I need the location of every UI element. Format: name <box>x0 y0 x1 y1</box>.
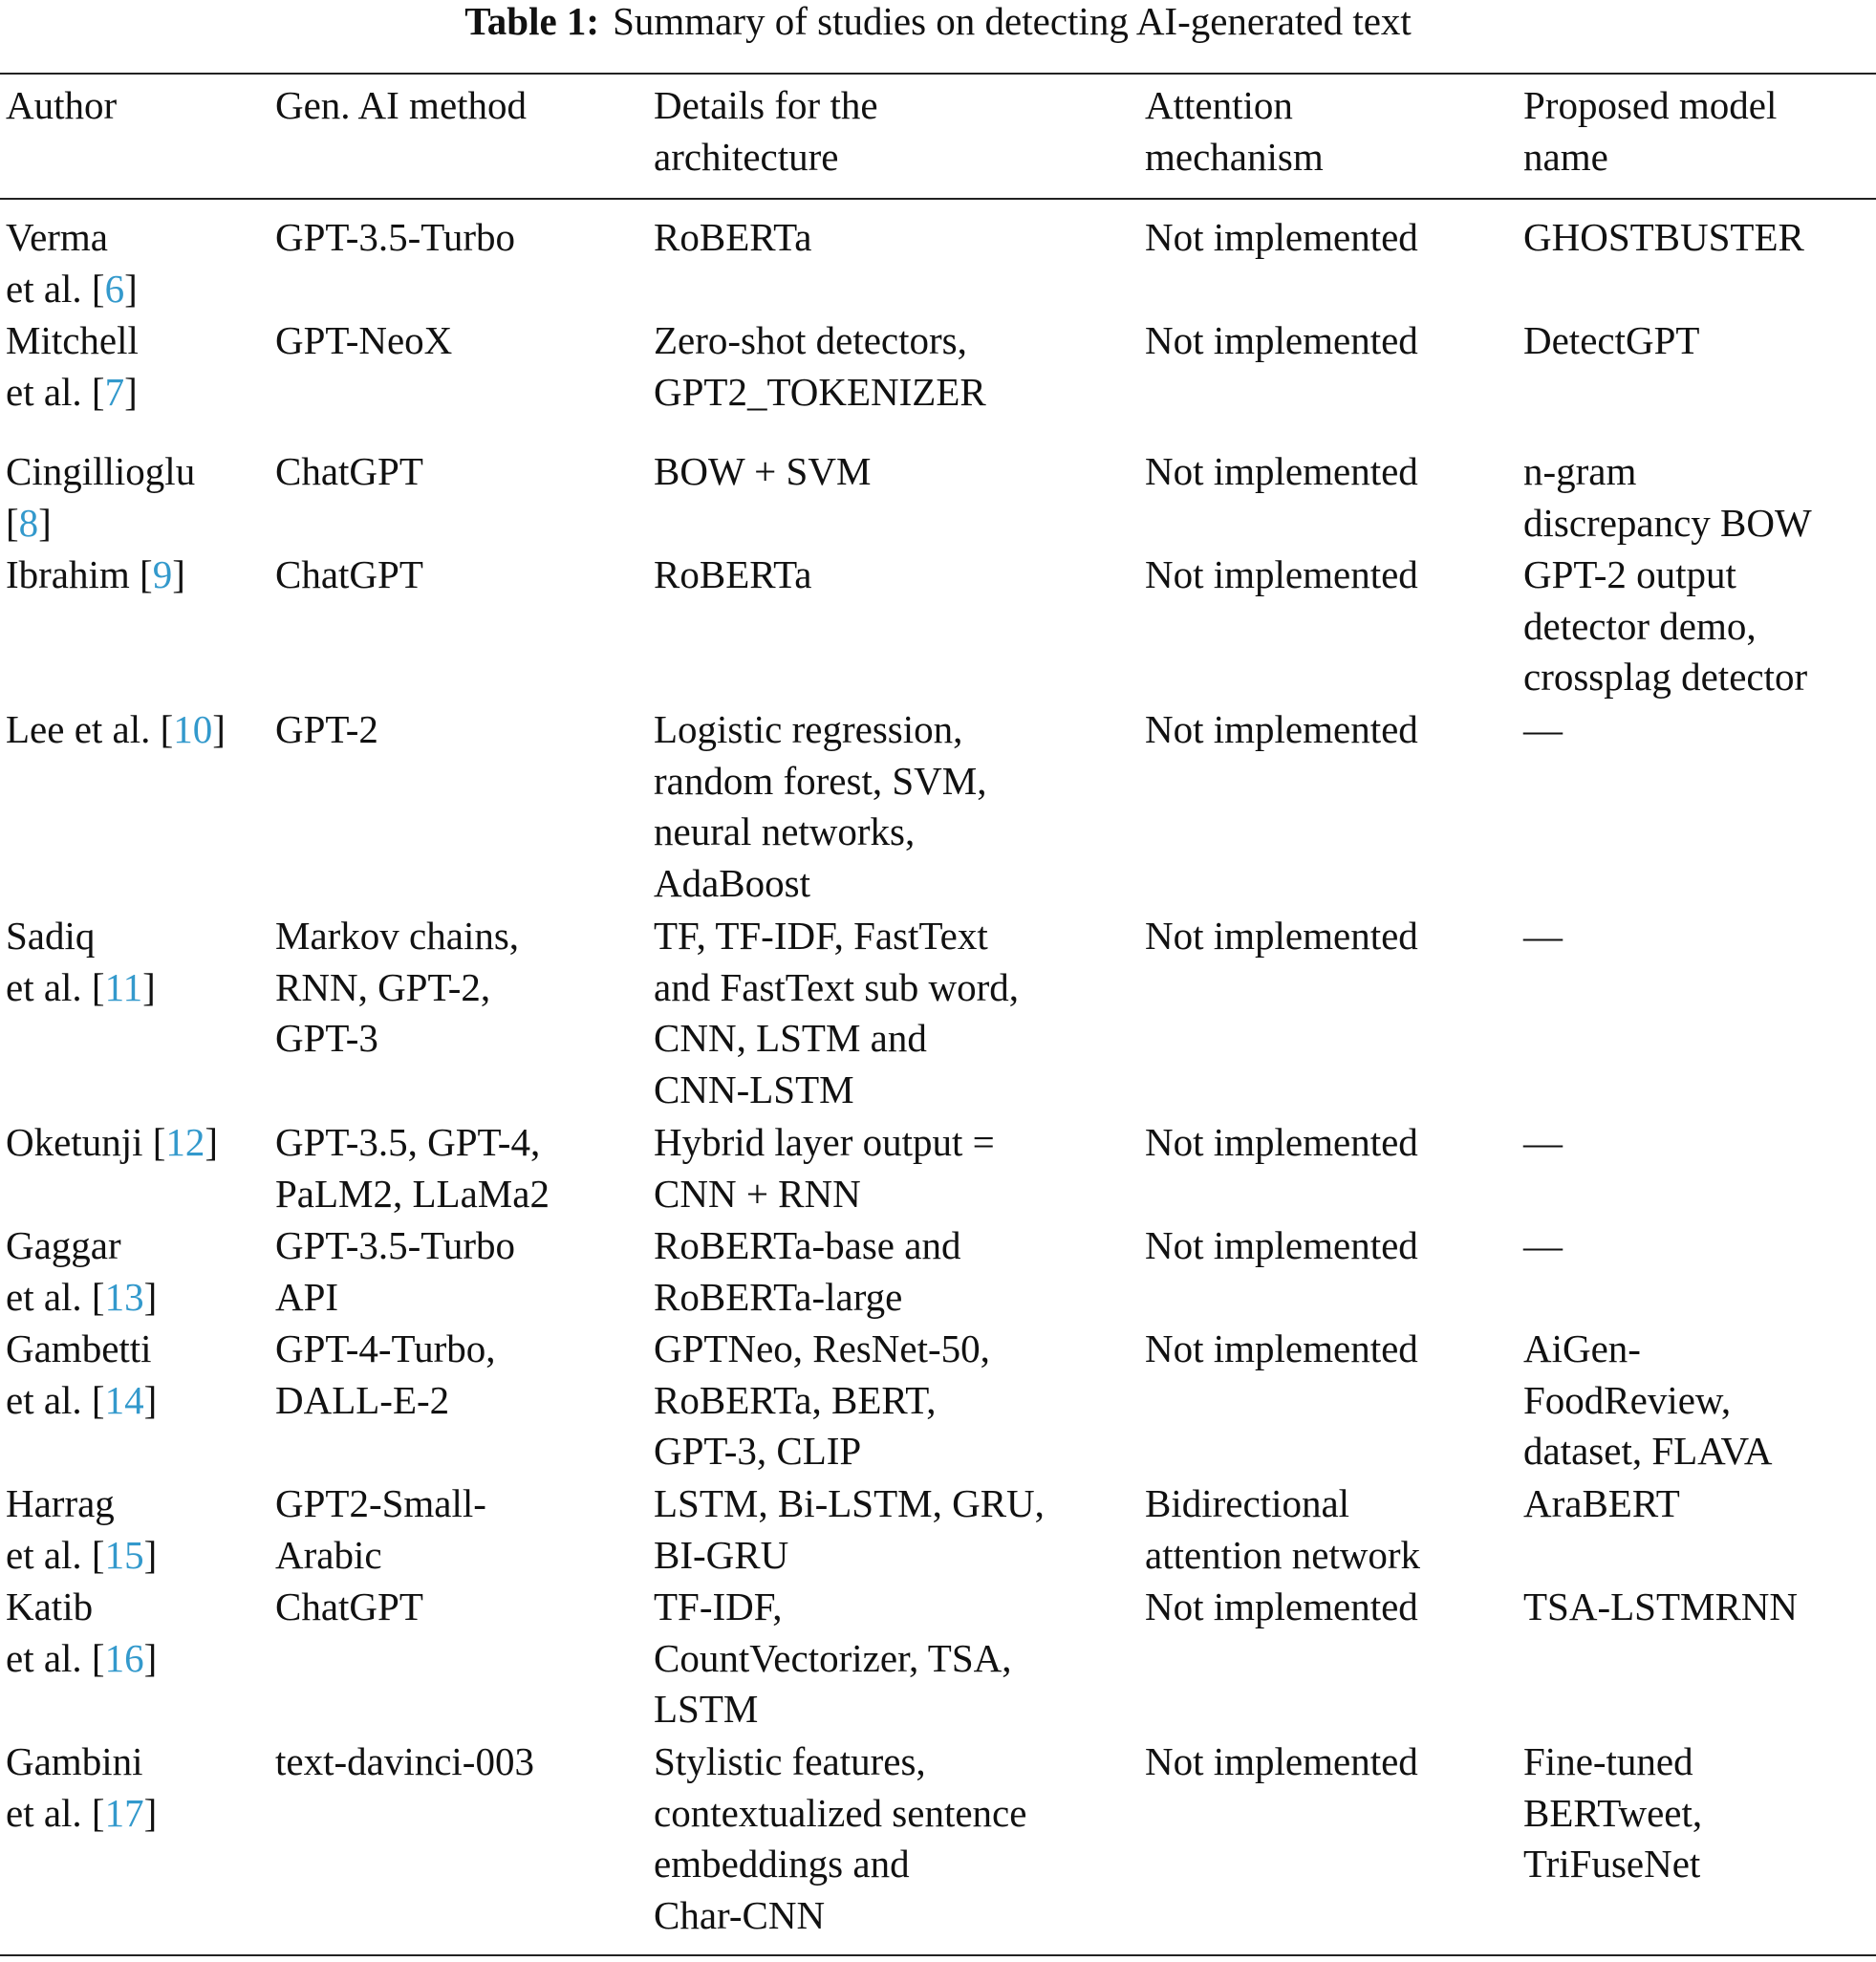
cell-author: Oketunji [12] <box>6 1120 219 1164</box>
cell-author: Gaggar et al. [13] <box>6 1223 158 1319</box>
cell-gen-ai-method: GPT-2 <box>275 707 378 751</box>
cell-author: Harrag et al. [15] <box>6 1481 158 1577</box>
citation-ref: 13 <box>104 1274 144 1319</box>
cell-attention-mechanism: Not implemented <box>1145 1739 1418 1783</box>
cell-architecture-details: TF-IDF, CountVectorizer, TSA, LSTM <box>654 1585 1012 1731</box>
cell-proposed-model-name: AiGen- FoodReview, dataset, FLAVA <box>1523 1326 1773 1473</box>
cell-author: Verma et al. [6] <box>6 215 138 311</box>
cell-architecture-details: TF, TF-IDF, FastText and FastText sub word, CNN, LSTM and CNN-LSTM <box>654 914 1020 1111</box>
cell-attention-mechanism: Not implemented <box>1145 1223 1418 1267</box>
cell-gen-ai-method: Markov chains, RNN, GPT-2, GPT-3 <box>275 914 520 1060</box>
cell-proposed-model-name: TSA-LSTMRNN <box>1523 1585 1799 1628</box>
header-attention-mechanism: Attention mechanism <box>1145 83 1324 179</box>
citation-ref: 16 <box>104 1635 144 1680</box>
cell-gen-ai-method: ChatGPT <box>275 449 423 493</box>
citation-ref: 7 <box>104 369 125 414</box>
cell-gen-ai-method: GPT-3.5-Turbo API <box>275 1223 516 1319</box>
cell-proposed-model-name: GPT-2 output detector demo, crossplag detector <box>1523 552 1808 699</box>
citation-ref: 12 <box>165 1120 205 1164</box>
cell-attention-mechanism: Not implemented <box>1145 1585 1418 1628</box>
cell-attention-mechanism: Not implemented <box>1145 914 1418 958</box>
table-caption-label: Table 1: <box>464 0 600 43</box>
cell-proposed-model-name: n-gram discrepancy BOW <box>1523 449 1812 545</box>
table-caption <box>0 0 1876 42</box>
cell-attention-mechanism: Not implemented <box>1145 318 1418 362</box>
table-caption-text: Summary of studies on detecting AI-generated text <box>613 0 1412 43</box>
cell-attention-mechanism: Not implemented <box>1145 215 1418 259</box>
cell-attention-mechanism: Not implemented <box>1145 552 1418 596</box>
cell-attention-mechanism: Bidirectional attention network <box>1145 1481 1421 1577</box>
cell-gen-ai-method: GPT2-Small- Arabic <box>275 1481 486 1577</box>
cell-proposed-model-name: — <box>1523 1120 1563 1164</box>
cell-gen-ai-method: GPT-3.5-Turbo <box>275 215 516 259</box>
citation-ref: 8 <box>18 500 39 545</box>
cell-architecture-details: BOW + SVM <box>654 449 872 493</box>
citation-ref: 14 <box>104 1377 144 1422</box>
cell-proposed-model-name: GHOSTBUSTER <box>1523 215 1804 259</box>
cell-proposed-model-name: DetectGPT <box>1523 318 1700 362</box>
cell-proposed-model-name: — <box>1523 914 1563 958</box>
citation-ref: 11 <box>104 964 143 1009</box>
table-bottom-rule <box>0 1954 1876 1956</box>
cell-proposed-model-name: — <box>1523 707 1563 751</box>
cell-author: Gambini et al. [17] <box>6 1739 158 1835</box>
cell-proposed-model-name: AraBERT <box>1523 1481 1680 1525</box>
cell-gen-ai-method: GPT-4-Turbo, DALL-E-2 <box>275 1326 496 1422</box>
header-architecture-details: Details for the architecture <box>654 83 878 179</box>
cell-author: Gambetti et al. [14] <box>6 1326 158 1422</box>
cell-architecture-details: Stylistic features, contextualized sentence embeddings and Char-CNN <box>654 1739 1027 1937</box>
citation-ref: 10 <box>173 707 213 751</box>
cell-attention-mechanism: Not implemented <box>1145 707 1418 751</box>
citation-ref: 9 <box>152 552 173 596</box>
cell-gen-ai-method: GPT-3.5, GPT-4, PaLM2, LLaMa2 <box>275 1120 550 1216</box>
citation-ref: 17 <box>104 1790 144 1835</box>
cell-author: Cingillioglu [8] <box>6 449 196 545</box>
cell-architecture-details: RoBERTa <box>654 552 812 596</box>
header-gen-ai-method: Gen. AI method <box>275 83 528 127</box>
cell-author: Katib et al. [16] <box>6 1585 158 1680</box>
cell-author: Lee et al. [10] <box>6 707 226 751</box>
cell-author: Mitchell et al. [7] <box>6 318 139 414</box>
cell-author: Ibrahim [9] <box>6 552 185 596</box>
cell-attention-mechanism: Not implemented <box>1145 1326 1418 1370</box>
cell-attention-mechanism: Not implemented <box>1145 1120 1418 1164</box>
cell-gen-ai-method: GPT-NeoX <box>275 318 453 362</box>
citation-ref: 6 <box>104 266 125 311</box>
cell-proposed-model-name: — <box>1523 1223 1563 1267</box>
cell-architecture-details: GPTNeo, ResNet-50, RoBERTa, BERT, GPT-3, CLIP <box>654 1326 990 1473</box>
cell-attention-mechanism: Not implemented <box>1145 449 1418 493</box>
cell-proposed-model-name: Fine-tuned BERTweet, TriFuseNet <box>1523 1739 1703 1886</box>
cell-author: Sadiq et al. [11] <box>6 914 156 1009</box>
cell-architecture-details: Hybrid layer output = CNN + RNN <box>654 1120 995 1216</box>
header-author: Author <box>6 83 118 127</box>
cell-architecture-details: Logistic regression, random forest, SVM, neural networks, AdaBoost <box>654 707 987 905</box>
cell-gen-ai-method: text-davinci-003 <box>275 1739 534 1783</box>
citation-ref: 15 <box>104 1532 144 1577</box>
table-top-rule <box>0 73 1876 75</box>
cell-architecture-details: RoBERTa <box>654 215 812 259</box>
cell-architecture-details: Zero-shot detectors, GPT2_TOKENIZER <box>654 318 986 414</box>
header-proposed-model-name: Proposed model name <box>1523 83 1778 179</box>
cell-architecture-details: RoBERTa-base and RoBERTa-large <box>654 1223 961 1319</box>
cell-gen-ai-method: ChatGPT <box>275 1585 423 1628</box>
cell-architecture-details: LSTM, Bi-LSTM, GRU, BI-GRU <box>654 1481 1045 1577</box>
table-header-rule <box>0 198 1876 200</box>
cell-gen-ai-method: ChatGPT <box>275 552 423 596</box>
